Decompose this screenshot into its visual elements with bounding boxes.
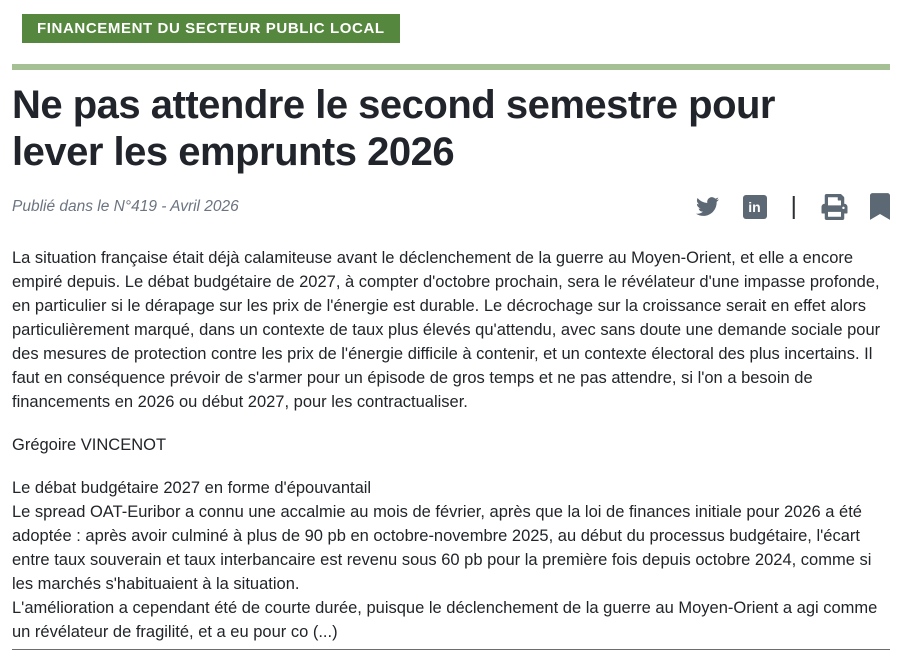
twitter-icon[interactable] — [694, 195, 721, 218]
article-body — [12, 246, 892, 644]
excerpt-line-truncated: L'amélioration a cependant été de courte durée, puisque le déclenchement de la guerre au Moyen-Orient a agi comme un révélateur de fragilité, et a eu pour co (...) — [12, 599, 878, 641]
category-banner[interactable] — [22, 14, 400, 43]
paragraph-intro: La situation française était déjà calamiteuse avant le déclenchement de la guerre au Moyen-Orient, et elle a encore empiré depuis. Le débat budgétaire de 2027, à compter d'octobre prochain, sera le révélateur d'une impasse profonde, en particulier si le dérapage sur les prix de l'énergie est durable. Le décrochage sur la croissance serait en effet alors particulièrement marqué, dans un contexte de taux plus élevés qu'attendu, avec sans doute une demande sociale pour des mesures de protection contre les prix de l'énergie difficile à contenir, et un contexte électoral des plus incertains. Il faut en conséquence prévoir de s'armer pour un épisode de gros temps et ne pas attendre, si l'on a besoin de financements en 2026 ou début 2027, pour les contractualiser. — [12, 249, 881, 411]
excerpt-subheading: Le débat budgétaire 2027 en forme d'épouvantail — [12, 479, 372, 497]
publication-info: Publié dans le N°419 - Avril 2026 — [12, 197, 239, 215]
excerpt-line: Le spread OAT-Euribor a connu une accalmie au mois de février, après que la loi de finances initiale pour 2026 a été adoptée : après avoir culminé à plus de 90 pb en octobre-novembre 2025, au début du processus budgétaire, l'écart entre taux souverain et taux interbancaire est revenu sous 60 pb pour la première fois depuis octobre 2024, comme si les marchés s'habituaient à la situation. — [12, 503, 872, 593]
paragraph-excerpt — [12, 476, 892, 644]
share-toolbar — [694, 192, 891, 221]
twitter-bird-glyph — [694, 195, 721, 218]
printer-glyph — [821, 194, 848, 220]
linkedin-in-glyph: in — [743, 195, 767, 219]
author-name: Grégoire VINCENOT — [12, 436, 167, 454]
linkedin-icon[interactable] — [743, 195, 767, 219]
header-rule — [12, 64, 890, 70]
category-banner-label: FINANCEMENT DU SECTEUR PUBLIC LOCAL — [37, 20, 385, 37]
share-separator: | — [790, 192, 797, 220]
bookmark-glyph — [870, 193, 890, 220]
print-icon[interactable] — [821, 194, 848, 220]
meta-row — [12, 192, 890, 221]
page-title: Ne pas attendre le second semestre pour lever les emprunts 2026 — [12, 83, 775, 174]
bookmark-icon[interactable] — [870, 193, 890, 220]
